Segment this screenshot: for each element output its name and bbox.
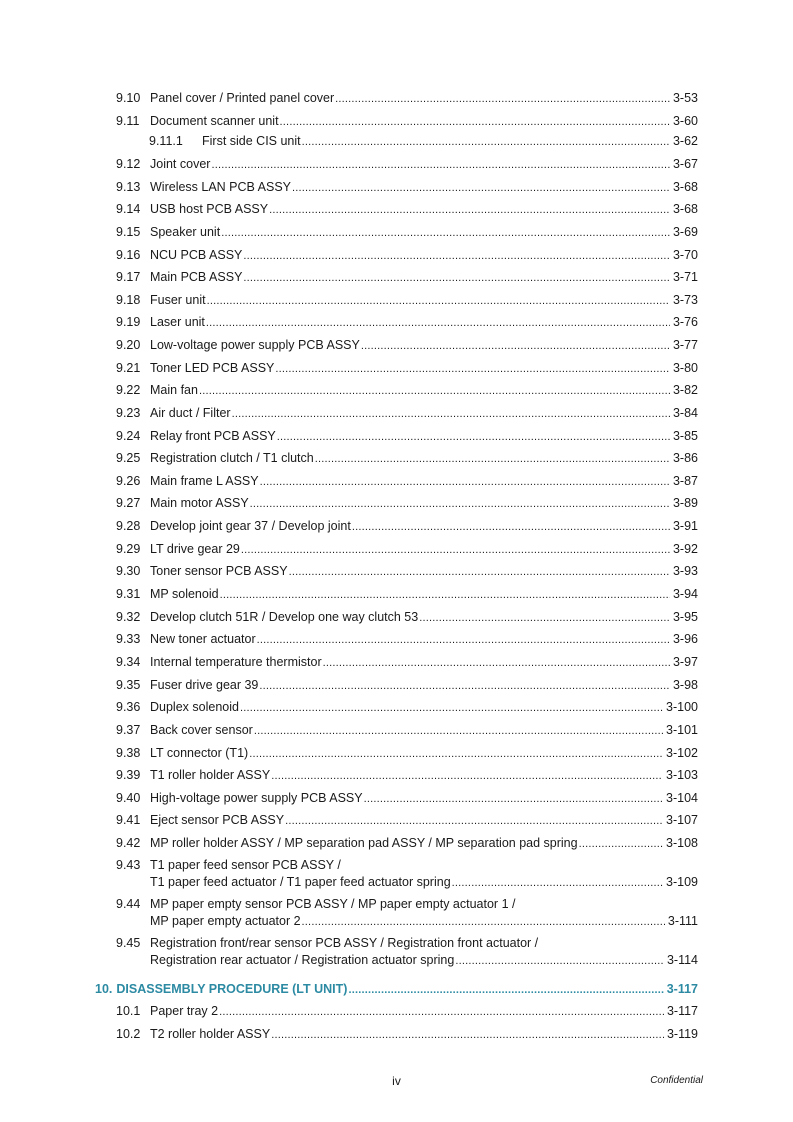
toc-number: 9.36 [116, 700, 141, 714]
dot-leader [250, 497, 670, 511]
toc-page-number: 3-96 [672, 632, 698, 646]
toc-title: MP paper empty actuator 2 [150, 914, 301, 928]
toc-number: 9.21 [116, 361, 141, 375]
toc-title: Develop clutch 51R / Develop one way clutch 53 [150, 610, 419, 624]
toc-number: 10.1 [116, 1004, 141, 1018]
toc-page-number: 3-117 [666, 1004, 698, 1018]
toc-title: Fuser drive gear 39 [150, 678, 259, 692]
dot-leader [302, 915, 665, 929]
dot-leader [199, 384, 670, 398]
toc-entry[interactable] [116, 723, 698, 737]
dot-leader [335, 92, 670, 106]
toc-entry[interactable] [116, 936, 698, 967]
toc-page-number: 3-95 [672, 610, 698, 624]
toc-number: 9.12 [116, 157, 141, 171]
toc-title: Air duct / Filter [150, 406, 231, 420]
toc-entry[interactable] [116, 270, 698, 284]
toc-title: Fuser unit [150, 293, 206, 307]
toc-entry[interactable] [116, 897, 698, 928]
dot-leader [315, 452, 670, 466]
toc-entry[interactable] [116, 406, 698, 420]
toc-entry[interactable] [116, 225, 698, 239]
dot-leader [352, 520, 670, 534]
dot-leader [361, 339, 670, 353]
dot-leader [364, 792, 663, 806]
toc-title: T1 paper feed actuator / T1 paper feed actuator spring [150, 875, 451, 889]
dot-leader [455, 954, 664, 968]
toc-number: 9.32 [116, 610, 141, 624]
toc-title: NCU PCB ASSY [150, 248, 243, 262]
toc-entry[interactable] [116, 1004, 698, 1018]
toc-entry[interactable] [116, 180, 698, 194]
toc-number: 10. [95, 982, 113, 996]
dot-leader [271, 769, 663, 783]
toc-page-number: 3-107 [666, 813, 698, 827]
toc-page-number: 3-70 [672, 248, 698, 262]
toc-title: Speaker unit [150, 225, 221, 239]
dot-leader [249, 747, 663, 761]
toc-title: First side CIS unit [202, 134, 301, 148]
toc-page-number: 3-82 [672, 383, 698, 397]
toc-title: Registration clutch / T1 clutch [150, 451, 314, 465]
toc-number: 9.10 [116, 91, 141, 105]
dot-leader [254, 724, 663, 738]
toc-page-number: 3-60 [672, 114, 698, 128]
toc-number: 9.27 [116, 496, 141, 510]
toc-entry[interactable] [116, 315, 698, 329]
toc-number: 9.30 [116, 564, 141, 578]
dot-leader [257, 633, 670, 647]
toc-entry[interactable] [116, 474, 698, 488]
toc-entry[interactable] [116, 451, 698, 465]
toc-title: MP roller holder ASSY / MP separation pad ASSY / MP separation pad spring [150, 836, 578, 850]
toc-number: 9.43 [116, 858, 141, 872]
toc-title: Registration rear actuator / Registration actuator spring [150, 953, 455, 967]
toc-chapter-entry[interactable] [95, 982, 698, 996]
toc-title: Laser unit [150, 315, 205, 329]
toc-number: 9.14 [116, 202, 141, 216]
toc-page-number: 3-68 [672, 202, 698, 216]
toc-number: 9.16 [116, 248, 141, 262]
dot-leader [219, 1005, 664, 1019]
dot-leader [452, 876, 663, 890]
toc-number: 9.13 [116, 180, 141, 194]
toc-title: T2 roller holder ASSY [150, 1027, 271, 1041]
dot-leader [269, 203, 670, 217]
toc-entry[interactable] [116, 1027, 698, 1041]
toc-number: 9.26 [116, 474, 141, 488]
toc-page-number: 3-86 [672, 451, 698, 465]
dot-leader [260, 475, 670, 489]
toc-page-number: 3-92 [672, 542, 698, 556]
toc-title: Toner LED PCB ASSY [150, 361, 275, 375]
toc-entry[interactable] [116, 564, 698, 578]
toc-page-number: 3-98 [672, 678, 698, 692]
toc-page-number: 3-73 [672, 293, 698, 307]
toc-number: 9.39 [116, 768, 141, 782]
toc-title: Duplex solenoid [150, 700, 239, 714]
dot-leader [277, 430, 670, 444]
toc-title: Internal temperature thermistor [150, 655, 322, 669]
toc-page-number: 3-84 [672, 406, 698, 420]
page-number: iv [392, 1074, 401, 1088]
toc-entry[interactable] [149, 134, 698, 148]
toc-title: Low-voltage power supply PCB ASSY [150, 338, 360, 352]
toc-page-number: 3-62 [672, 134, 698, 148]
toc-number: 9.33 [116, 632, 141, 646]
toc-title: Main fan [150, 383, 198, 397]
toc-title: Panel cover / Printed panel cover [150, 91, 335, 105]
toc-entry[interactable] [116, 587, 698, 601]
toc-entry[interactable] [116, 542, 698, 556]
toc-page-number: 3-119 [666, 1027, 698, 1041]
toc-number: 9.15 [116, 225, 141, 239]
toc-number: 9.25 [116, 451, 141, 465]
toc-page-number: 3-89 [672, 496, 698, 510]
toc-entry[interactable] [116, 383, 698, 397]
toc-title: USB host PCB ASSY [150, 202, 269, 216]
toc-page-number: 3-91 [672, 519, 698, 533]
toc-entry[interactable] [116, 858, 698, 889]
toc-entry[interactable] [116, 768, 698, 782]
toc-entry[interactable] [116, 361, 698, 375]
toc-page-number: 3-68 [672, 180, 698, 194]
toc-page-number: 3-104 [666, 791, 698, 805]
dot-leader [259, 679, 670, 693]
toc-page-number: 3-111 [667, 914, 698, 928]
dot-leader [207, 294, 670, 308]
toc-page-number: 3-93 [672, 564, 698, 578]
toc-entry[interactable] [116, 91, 698, 105]
toc-entry[interactable] [116, 655, 698, 669]
toc-entry[interactable] [116, 746, 698, 760]
toc-title: MP paper empty sensor PCB ASSY / MP paper empty actuator 1 / [150, 897, 516, 911]
toc-title: Develop joint gear 37 / Develop joint [150, 519, 351, 533]
dot-leader [241, 543, 670, 557]
toc-title: LT drive gear 29 [150, 542, 240, 556]
toc-number: 9.11.1 [149, 134, 183, 148]
toc-entry[interactable] [116, 248, 698, 262]
toc-title: Registration front/rear sensor PCB ASSY / Registration front actuator / [150, 936, 539, 950]
toc-number: 9.31 [116, 587, 141, 601]
dot-leader [280, 115, 670, 129]
toc-number: 9.40 [116, 791, 141, 805]
toc-entry[interactable] [116, 429, 698, 443]
toc-number: 9.20 [116, 338, 141, 352]
toc-number: 9.45 [116, 936, 141, 950]
dot-leader [243, 271, 670, 285]
toc-title: Eject sensor PCB ASSY [150, 813, 285, 827]
dot-leader [271, 1028, 664, 1042]
toc-title: Main PCB ASSY [150, 270, 243, 284]
toc-title: Paper tray 2 [150, 1004, 219, 1018]
dot-leader [275, 362, 670, 376]
toc-title: LT connector (T1) [150, 746, 249, 760]
dot-leader [220, 588, 670, 602]
toc-number: 9.38 [116, 746, 141, 760]
dot-leader [285, 814, 663, 828]
toc-entry[interactable] [116, 791, 698, 805]
dot-leader [232, 407, 670, 421]
toc-number: 9.11 [116, 114, 140, 128]
toc-number: 9.41 [116, 813, 141, 827]
toc-title: New toner actuator [150, 632, 256, 646]
toc-entry[interactable] [116, 519, 698, 533]
dot-leader [240, 701, 663, 715]
toc-page-number: 3-71 [672, 270, 698, 284]
confidential-label: Confidential [650, 1075, 703, 1086]
toc-page-number: 3-69 [672, 225, 698, 239]
dot-leader [579, 837, 663, 851]
toc-page-number: 3-117 [666, 982, 698, 996]
toc-title: Toner sensor PCB ASSY [150, 564, 288, 578]
toc-entry[interactable] [116, 632, 698, 646]
toc-page-number: 3-102 [666, 746, 698, 760]
toc-entry[interactable] [116, 678, 698, 692]
toc-number: 9.23 [116, 406, 141, 420]
toc-page-number: 3-101 [666, 723, 698, 737]
toc-number: 9.34 [116, 655, 141, 669]
toc-number: 10.2 [116, 1027, 141, 1041]
toc-page-number: 3-94 [672, 587, 698, 601]
dot-leader [292, 181, 670, 195]
dot-leader [348, 983, 663, 997]
toc-title: T1 paper feed sensor PCB ASSY / [150, 858, 341, 872]
dot-leader [211, 158, 670, 172]
toc-title: Joint cover [150, 157, 211, 171]
toc-page-number: 3-97 [672, 655, 698, 669]
toc-title: Back cover sensor [150, 723, 253, 737]
toc-page-number: 3-114 [666, 953, 698, 967]
toc-page-number: 3-77 [672, 338, 698, 352]
toc-page-number: 3-76 [672, 315, 698, 329]
toc-number: 9.18 [116, 293, 141, 307]
toc-entry[interactable] [116, 338, 698, 352]
toc-number: 9.42 [116, 836, 141, 850]
toc-entry[interactable] [116, 293, 698, 307]
toc-entry[interactable] [116, 157, 698, 171]
toc-title: High-voltage power supply PCB ASSY [150, 791, 363, 805]
dot-leader [289, 565, 670, 579]
toc-title: Main frame L ASSY [150, 474, 259, 488]
toc-page-number: 3-85 [672, 429, 698, 443]
toc-title: MP solenoid [150, 587, 219, 601]
toc-entry[interactable] [116, 114, 698, 128]
toc-number: 9.29 [116, 542, 141, 556]
toc-number: 9.17 [116, 270, 141, 284]
toc-page-number: 3-108 [666, 836, 698, 850]
toc-entry[interactable] [116, 700, 698, 714]
toc-page-number: 3-80 [672, 361, 698, 375]
toc-title: Wireless LAN PCB ASSY [150, 180, 292, 194]
dot-leader [221, 226, 670, 240]
toc-entry[interactable] [116, 610, 698, 624]
toc-page-number: 3-67 [672, 157, 698, 171]
toc-number: 9.22 [116, 383, 141, 397]
toc-title: Main motor ASSY [150, 496, 249, 510]
toc-page-number: 3-87 [672, 474, 698, 488]
toc-number: 9.28 [116, 519, 141, 533]
toc-title: DISASSEMBLY PROCEDURE (LT UNIT) [116, 982, 348, 996]
toc-number: 9.35 [116, 678, 141, 692]
toc-number: 9.44 [116, 897, 141, 911]
dot-leader [323, 656, 670, 670]
toc-title: Document scanner unit [150, 114, 279, 128]
toc-entry[interactable] [116, 202, 698, 216]
toc-number: 9.19 [116, 315, 141, 329]
toc-page-number: 3-100 [666, 700, 698, 714]
toc-number: 9.24 [116, 429, 141, 443]
toc-title: Relay front PCB ASSY [150, 429, 276, 443]
toc-number: 9.37 [116, 723, 141, 737]
dot-leader [243, 249, 670, 263]
toc-entry[interactable] [116, 496, 698, 510]
dot-leader [302, 135, 670, 149]
toc-page-number: 3-109 [666, 875, 698, 889]
toc-entry[interactable] [116, 813, 698, 827]
dot-leader [206, 316, 670, 330]
toc-page-number: 3-103 [666, 768, 698, 782]
toc-entry[interactable] [116, 836, 698, 850]
toc-page-number: 3-53 [672, 91, 698, 105]
dot-leader [419, 611, 670, 625]
toc-title: T1 roller holder ASSY [150, 768, 271, 782]
